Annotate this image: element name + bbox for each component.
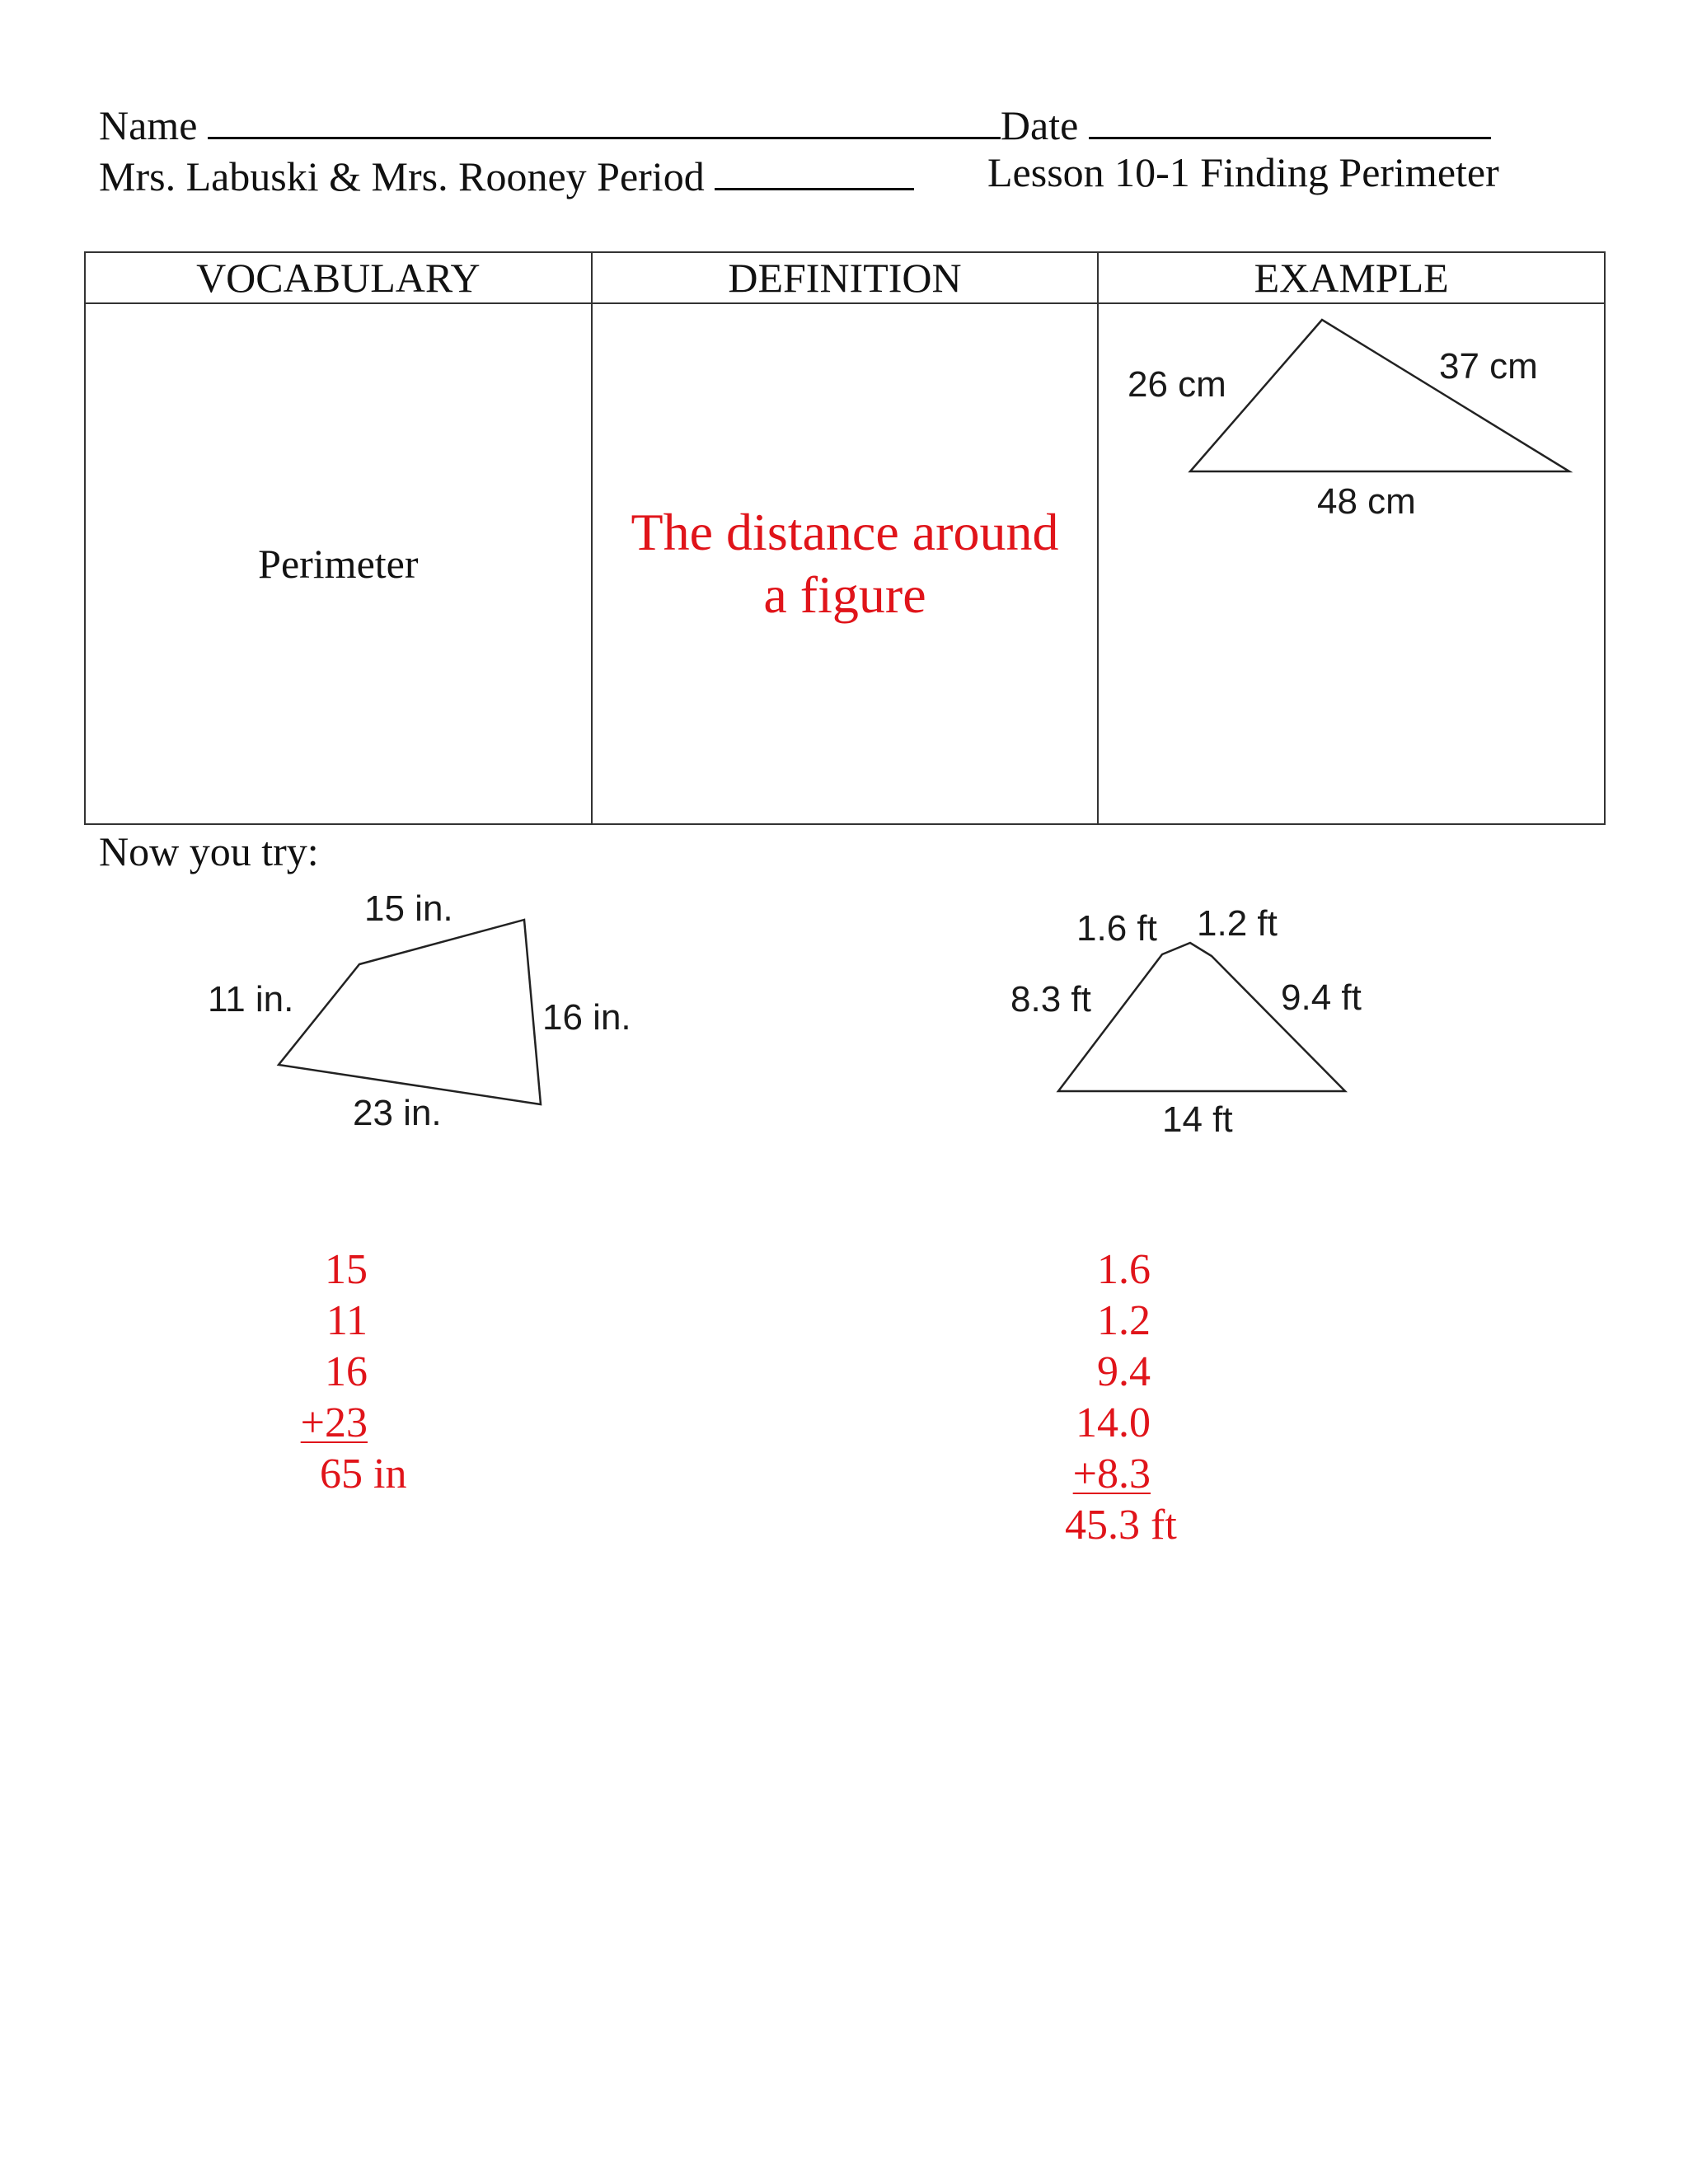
work1-line: 16 — [325, 1348, 368, 1395]
header-definition: DEFINITION — [592, 252, 1099, 303]
work2-line-last: +8.3 — [1072, 1451, 1151, 1497]
teachers-period-label: Mrs. Labuski & Mrs. Rooney Period — [99, 153, 705, 199]
figure2-label-top-left: 1.6 ft — [1076, 908, 1157, 949]
now-you-try-label: Now you try: — [99, 828, 319, 874]
work1-result: 65 in — [320, 1451, 407, 1497]
work1-line: 15 — [325, 1246, 368, 1293]
example-label-left: 26 cm — [1128, 364, 1226, 405]
definition-line-1: The distance around — [631, 503, 1059, 561]
work2-line: 9.4 — [1097, 1348, 1151, 1395]
work1-line-last: +23 — [300, 1399, 368, 1446]
header-vocabulary: VOCABULARY — [85, 252, 592, 303]
date-label: Date — [1000, 102, 1079, 148]
figure1-label-right: 16 in. — [542, 997, 631, 1038]
work2-line: 14.0 — [1076, 1399, 1151, 1446]
work2-line: 1.6 — [1097, 1246, 1151, 1293]
figure2-label-bottom: 14 ft — [1162, 1099, 1233, 1140]
figure1-label-left: 11 in. — [208, 979, 294, 1019]
figure2-label-left: 8.3 ft — [1010, 979, 1091, 1019]
definition-line-2: a figure — [763, 565, 926, 624]
vocab-term-text: Perimeter — [258, 541, 419, 587]
figure1-label-bottom: 23 in. — [353, 1093, 442, 1133]
lesson-title: Lesson 10-1 Finding Perimeter — [987, 149, 1499, 195]
work2-result: 45.3 ft — [1065, 1502, 1177, 1549]
figure1-label-top: 15 in. — [364, 888, 453, 929]
example-label-right: 37 cm — [1439, 346, 1538, 387]
work1-line: 11 — [326, 1297, 368, 1344]
example-label-bottom: 48 cm — [1317, 481, 1416, 522]
figure2-label-right: 9.4 ft — [1281, 977, 1362, 1018]
header-example: EXAMPLE — [1098, 252, 1605, 303]
work2-line: 1.2 — [1097, 1297, 1151, 1344]
work1-addends — [280, 1244, 368, 1449]
figure2-label-top-right: 1.2 ft — [1197, 903, 1278, 944]
name-label: Name — [99, 102, 198, 148]
work2-addends — [1063, 1244, 1151, 1500]
